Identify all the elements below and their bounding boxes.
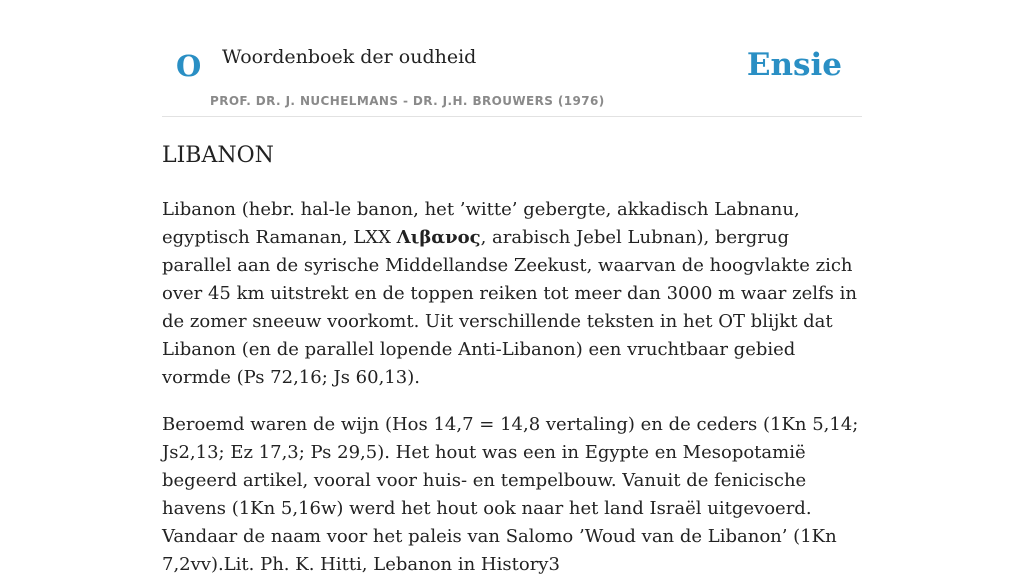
- article-paragraph-2: Beroemd waren de wijn (Hos 14,7 = 14,8 vertaling) en de ceders (1Kn 5,14; Js2,13; Ez 17,3; Ps 29,5). Het hout was een in Egypte en Mesopotamië begeerd artikel, vooral voor huis- en tempelbouw. Vanuit de fenicische havens (1Kn 5,16w) werd het hout ook naar het land Israël uitgevoerd. Vandaar de naam voor het paleis van Salomo ’Woud van de Libanon’ (1Kn 7,2vv).Lit. Ph. K. Hitti, Lebanon in History3: [162, 414, 859, 576]
- book-title[interactable]: Woordenboek der oudheid: [222, 46, 477, 68]
- brand-logo[interactable]: Ensie: [746, 47, 842, 83]
- paragraph-text: , arabisch Jebel Lubnan), bergrug parallel aan de syrische Middellandse Zeekust, waarvan de hoogvlakte zich over 45 km uitstrekt en de toppen reiken tot meer dan 3000 m waar zelfs in de zomer sneeuw voorkomt. Uit verschillende teksten in het OT blijkt dat Libanon (en de parallel lopende Anti-Libanon) een vruchtbaar gebied vormde (Ps 72,16; Js 60,13).: [162, 227, 857, 389]
- logo-icon[interactable]: O: [176, 49, 202, 83]
- article-paragraph-1: [162, 196, 862, 392]
- header: [162, 0, 862, 117]
- greek-term: Λιβανος: [396, 227, 481, 249]
- book-authors: PROF. DR. J. NUCHELMANS - DR. J.H. BROUWERS (1976): [210, 94, 605, 108]
- page-content: [162, 0, 862, 579]
- paragraph-text: Libanon (hebr. hal-le banon, het ’witte’ gebergte, akkadisch Labnanu, egyptisch Ramanan, LXX: [162, 199, 800, 249]
- page-title: LIBANON: [162, 143, 274, 168]
